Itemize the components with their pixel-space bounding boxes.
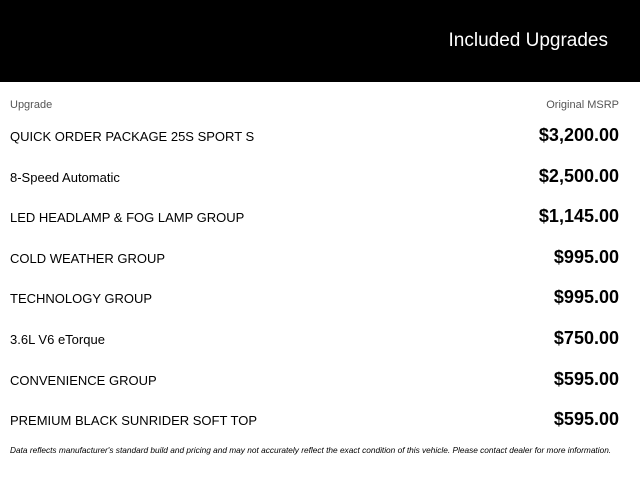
upgrade-name: LED HEADLAMP & FOG LAMP GROUP (10, 210, 245, 226)
list-item (10, 318, 619, 359)
upgrade-price: $595.00 (553, 409, 619, 430)
upgrade-price: $995.00 (553, 287, 619, 308)
disclaimer-text: Data reflects manufacturer's standard build and pricing and may not accurately reflect the exact condition of this vehicle. Please contact dealer for more information. (10, 445, 612, 455)
upgrade-price: $1,145.00 (538, 206, 619, 227)
upgrades-list (10, 115, 619, 440)
upgrade-price: $595.00 (553, 368, 619, 389)
list-item (10, 196, 619, 237)
header-bar (0, 0, 640, 82)
upgrade-name: TECHNOLOGY GROUP (10, 291, 153, 307)
upgrade-name: 8-Speed Automatic (10, 169, 120, 185)
list-item (10, 277, 619, 318)
list-item (10, 359, 619, 400)
upgrade-name: PREMIUM BLACK SUNRIDER SOFT TOP (10, 413, 258, 429)
column-header-upgrade: Upgrade (10, 99, 53, 111)
upgrade-name: 3.6L V6 eTorque (10, 331, 105, 347)
upgrade-name: CONVENIENCE GROUP (10, 372, 157, 388)
upgrade-price: $750.00 (553, 327, 619, 348)
upgrade-name: QUICK ORDER PACKAGE 25S SPORT S (10, 129, 255, 144)
list-item (10, 156, 619, 197)
upgrade-price: $995.00 (553, 246, 619, 267)
upgrade-name: COLD WEATHER GROUP (10, 250, 166, 266)
list-item (10, 237, 619, 278)
upgrade-price: $2,500.00 (538, 165, 619, 186)
page-title: Included Upgrades (448, 30, 608, 51)
column-headers (10, 99, 619, 113)
upgrade-price: $3,200.00 (538, 125, 619, 145)
list-item (10, 399, 619, 440)
list-item (10, 115, 619, 156)
column-header-msrp: Original MSRP (546, 99, 619, 111)
